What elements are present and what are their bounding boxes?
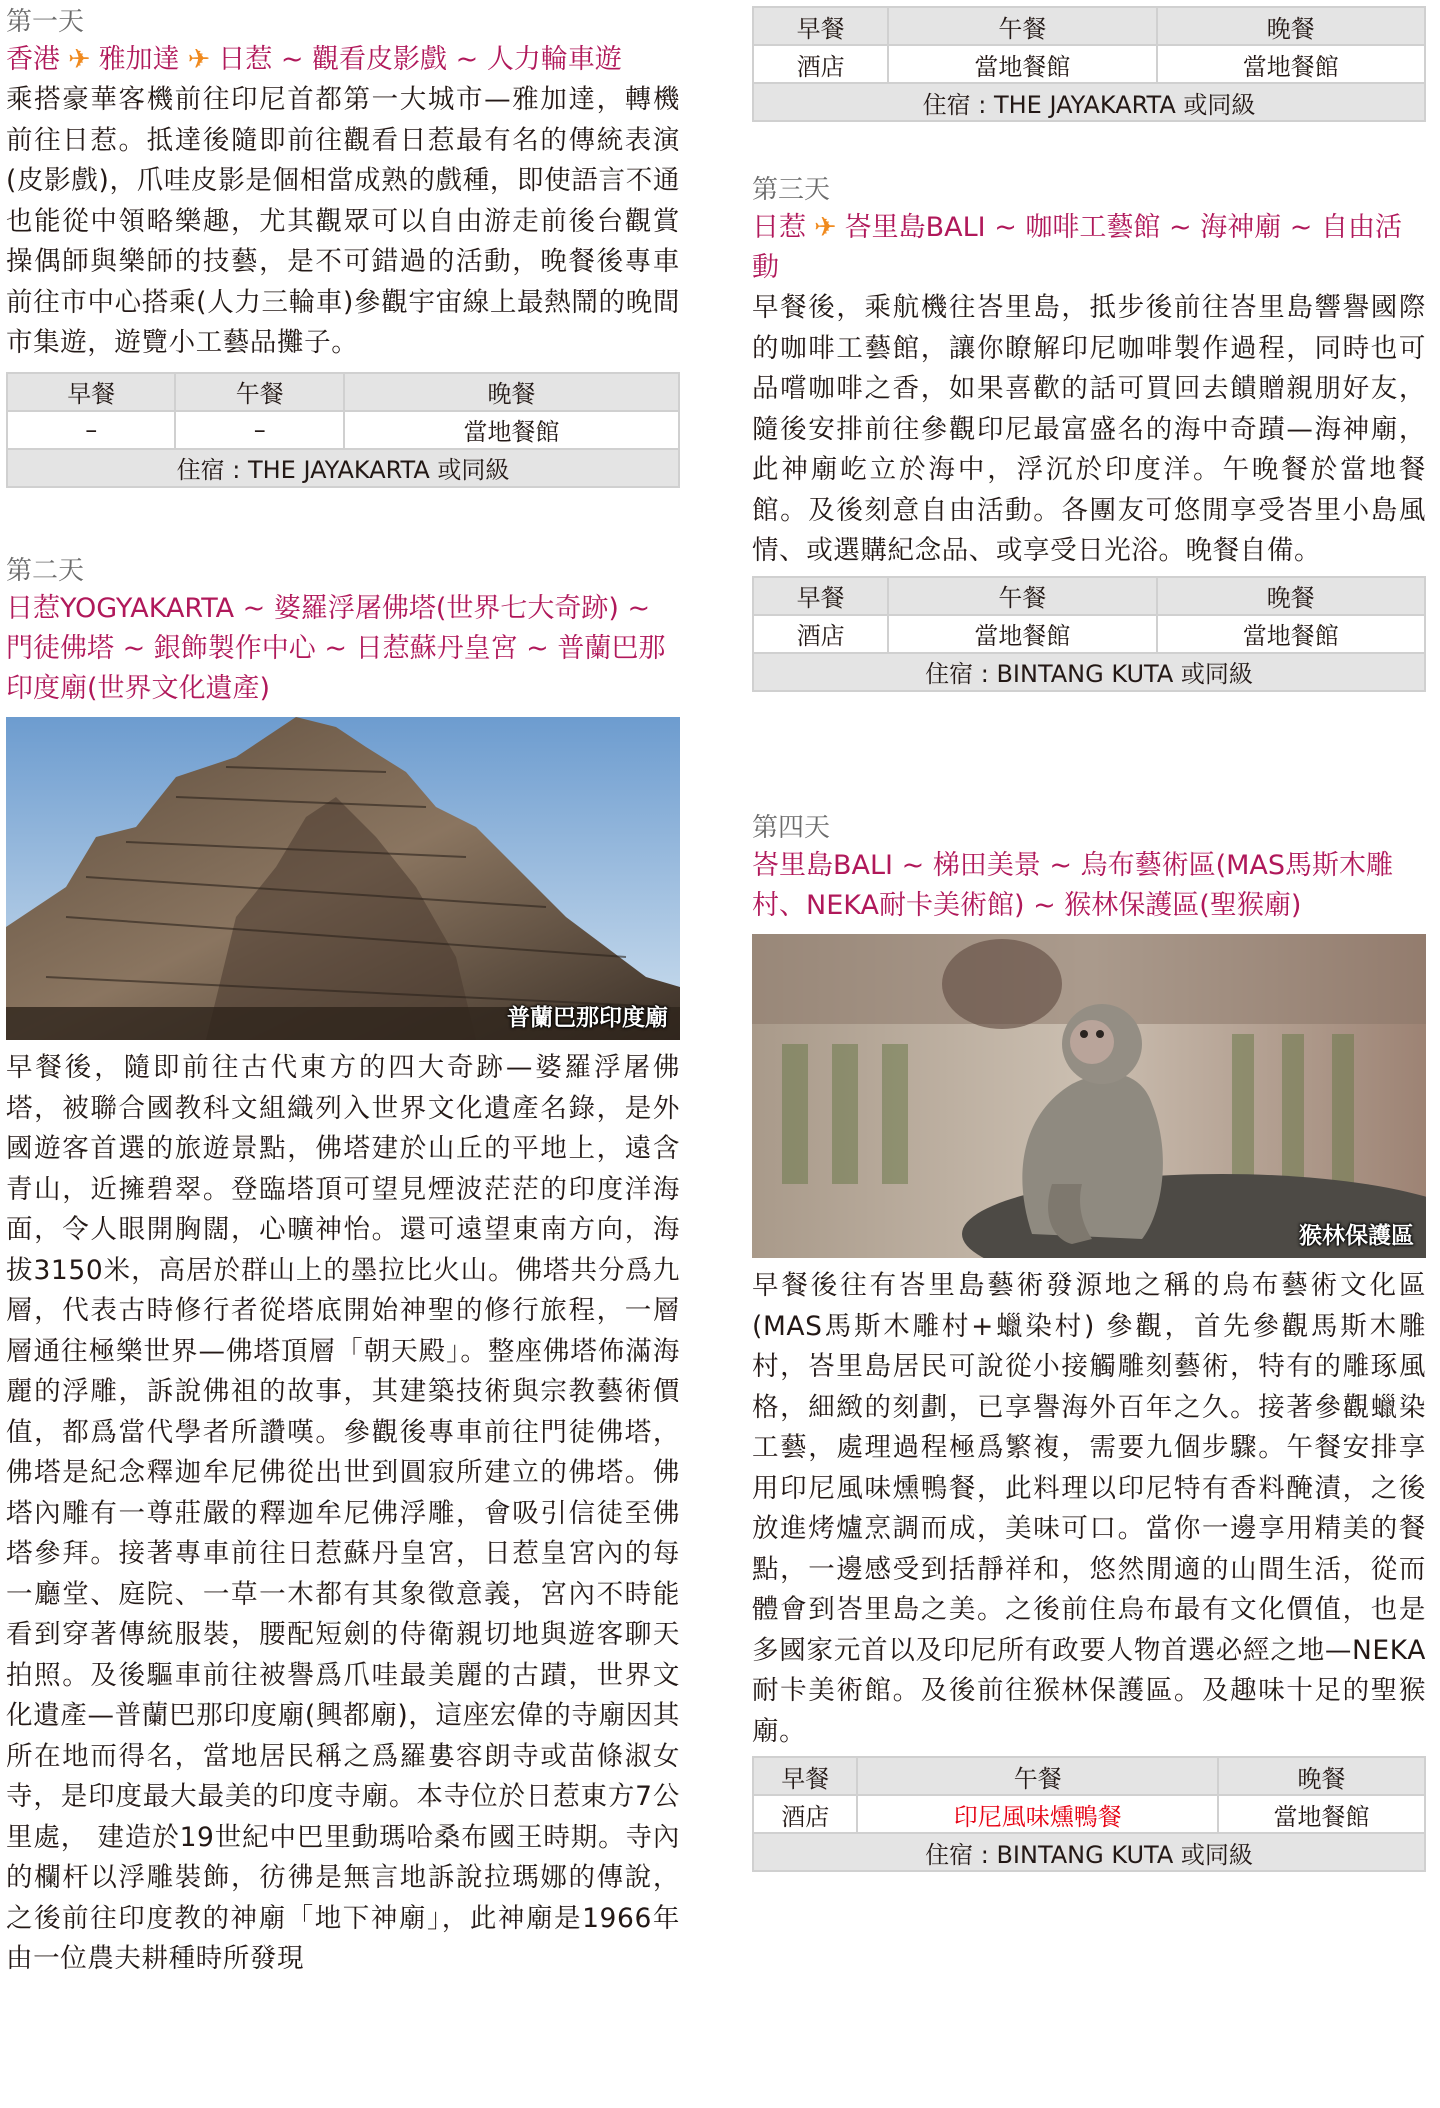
accommodation: 住宿 : BINTANG KUTA 或同級 xyxy=(754,1834,1424,1870)
photo-caption: 猴林保護區 xyxy=(1299,1223,1414,1249)
day3-route-end: 峇里島BALI ~ 咖啡工藝館 ~ 海神廟 ~ 自由活動 xyxy=(752,212,1402,283)
dinner-value: 當地餐館 xyxy=(1158,46,1424,82)
plane-icon: ✈ xyxy=(187,44,211,75)
breakfast-header: 早餐 xyxy=(754,578,887,614)
day4-title: 峇里島BALI ~ 梯田美景 ~ 烏布藝術區(MAS馬斯木雕村、NEKA耐卡美術館) ~ 猴林保護區(聖猴廟) xyxy=(752,850,1394,921)
day3-label: 第三天 xyxy=(752,175,831,205)
dinner-header: 晚餐 xyxy=(1219,1758,1424,1794)
lunch-header: 午餐 xyxy=(176,374,342,410)
lunch-header: 午餐 xyxy=(858,1758,1217,1794)
lunch-header: 午餐 xyxy=(889,578,1155,614)
dinner-header: 晚餐 xyxy=(1158,8,1424,44)
dinner-value: 當地餐館 xyxy=(1219,1796,1424,1832)
day2-title: 日惹YOGYAKARTA ~ 婆羅浮屠佛塔(世界七大奇跡) ~ 門徒佛塔 ~ 銀飾製作中心 ~ 日惹蘇丹皇宮 ~ 普蘭巴那印度廟(世界文化遺產) xyxy=(6,593,666,704)
day1-label: 第一天 xyxy=(6,7,85,37)
day2-description: 早餐後，隨即前往古代東方的四大奇跡—婆羅浮屠佛塔，被聯合國教科文組織列入世界文化遺產名錄，是外國遊客首選的旅遊景點，佛塔建於山丘的平地上，遠含青山，近擁碧翠。登臨塔頂可望見煙波茫茫的印度洋海面，令人眼開胸闊，心曠神怡。還可遠望東南方向，海拔3150米，高居於群山上的墨拉比火山。佛塔共分爲九層，代表古時修行者從塔底開始神聖的修行旅程，一層層通往極樂世界—佛塔頂層「朝天殿」。整座佛塔佈滿海麗的浮雕，訴說佛祖的故事，其建築技術與宗教藝術價值，都爲當代學者所讚嘆。參觀後專車前往門徒佛塔，佛塔是紀念釋迦牟尼佛從出世到圓寂所建立的佛塔。佛塔內雕有一尊莊嚴的釋迦牟尼佛浮雕，會吸引信徒至佛塔參拜。接著專車前往日惹蘇丹皇宮，日惹皇宮內的每一廳堂、庭院、一草一木都有其象徵意義，宮內不時能看到穿著傳統服裝，腰配短劍的侍衛親切地與遊客聊天拍照。及後驅車前往被譽爲爪哇最美麗的古蹟，世界文化遺產—普蘭巴那印度廟(興都廟)，這座宏偉的寺廟因其所在地而得名，當地居民稱之爲羅婁容朗寺或苗條淑女寺，是印度最大最美的印度寺廟。本寺位於日惹東方7公里處， 建造於19世紀中巴里動瑪哈桑布國王時期。寺內的欄杆以浮雕裝飾，彷彿是無言地訴說拉瑪娜的傳說，之後前往印度教的神廟「地下神廟」，此神廟是1966年由一位農夫耕種時所發現 xyxy=(6,1052,680,1974)
lunch-header: 午餐 xyxy=(889,8,1155,44)
dinner-value: 當地餐館 xyxy=(1158,616,1424,652)
photo-caption: 普蘭巴那印度廟 xyxy=(507,1005,668,1031)
breakfast-value: – xyxy=(8,412,174,448)
accommodation: 住宿 : THE JAYAKARTA 或同級 xyxy=(8,450,678,486)
day1-meal-table xyxy=(6,372,680,488)
lunch-value: 當地餐館 xyxy=(889,616,1155,652)
day3-route-start: 日惹 xyxy=(752,212,806,243)
dinner-value: 當地餐館 xyxy=(345,412,678,448)
day1-section xyxy=(6,4,680,488)
day1-route-end: 日惹 ~ 觀看皮影戲 ~ 人力輪車遊 xyxy=(218,44,622,75)
breakfast-header: 早餐 xyxy=(8,374,174,410)
day2-meal-table xyxy=(752,6,1426,122)
day2-section xyxy=(6,553,680,1980)
day3-meal-table xyxy=(752,576,1426,692)
day4-description: 早餐後往有峇里島藝術發源地之稱的烏布藝術文化區(MAS馬斯木雕村+蠟染村) 參觀，首先參觀馬斯木雕村，峇里島居民可說從小接觸雕刻藝術，特有的雕琢風格，細緻的刻劃，已享譽海外百年之久。接著參觀蠟染工藝，處理過程極爲繁複，需要九個步驟。午餐安排享用印尼風味燻鴨餐，此料理以印尼特有香料醃漬，之後放進烤爐烹調而成，美味可口。當你一邊享用精美的餐點，一邊感受到括靜祥和，悠然閒適的山間生活，從而體會到峇里島之美。之後前住烏布最有文化價值，也是多國家元首以及印尼所有政要人物首選必經之地—NEKA耐卡美術館。及後前往猴林保護區。及趣味十足的聖猴廟。 xyxy=(752,1270,1426,1747)
accommodation: 住宿 : THE JAYAKARTA 或同級 xyxy=(754,84,1424,120)
plane-icon: ✈ xyxy=(814,212,837,243)
day4-meal-table xyxy=(752,1756,1426,1872)
day2-label: 第二天 xyxy=(6,556,85,586)
day3-title xyxy=(752,208,1426,288)
lunch-value: 印尼風味燻鴨餐 xyxy=(858,1796,1217,1832)
monkey-image xyxy=(752,934,1426,1258)
breakfast-value: 酒店 xyxy=(754,616,887,652)
day3-section xyxy=(752,172,1426,692)
day3-description: 早餐後，乘航機往峇里島，抵步後前往峇里島響譽國際的咖啡工藝館，讓你瞭解印尼咖啡製作過程，同時也可品嚐咖啡之香，如果喜歡的話可買回去饋贈親朋好友，隨後安排前往參觀印尼最富盛名的海中奇蹟—海神廟，此神廟屹立於海中，浮沉於印度洋。午晚餐於當地餐館。及後刻意自由活動。各團友可悠閒享受峇里小島風情、或選購紀念品、或享受日光浴。晚餐自備。 xyxy=(752,292,1426,566)
accommodation: 住宿 : BINTANG KUTA 或同級 xyxy=(754,654,1424,690)
day1-description: 乘搭豪華客機前往印尼首都第一大城市—雅加達，轉機前往日惹。抵達後隨即前往觀看日惹最有名的傳統表演(皮影戲)，爪哇皮影是個相當成熟的戲種，即使語言不通也能從中領略樂趣，尤其觀眾可以自由游走前後台觀賞操偶師與樂師的技藝，是不可錯過的活動，晚餐後專車前往市中心搭乘(人力三輪車)參觀宇宙線上最熱鬧的晚間市集遊，遊覽小工藝品攤子。 xyxy=(6,84,680,358)
day1-route-start: 香港 xyxy=(6,44,60,75)
dinner-header: 晚餐 xyxy=(345,374,678,410)
breakfast-value: 酒店 xyxy=(754,46,887,82)
lunch-value: 當地餐館 xyxy=(889,46,1155,82)
day1-title xyxy=(6,40,680,80)
dinner-header: 晚餐 xyxy=(1158,578,1424,614)
prambanan-photo xyxy=(6,717,680,1040)
day4-section xyxy=(752,810,1426,1872)
breakfast-header: 早餐 xyxy=(754,8,887,44)
lunch-value: – xyxy=(176,412,342,448)
day2-meals-section xyxy=(752,6,1426,122)
breakfast-header: 早餐 xyxy=(754,1758,856,1794)
plane-icon: ✈ xyxy=(68,44,91,75)
breakfast-value: 酒店 xyxy=(754,1796,856,1832)
monkey-forest-photo xyxy=(752,934,1426,1258)
temple-image xyxy=(6,717,680,1040)
day1-route-mid: 雅加達 xyxy=(98,44,180,75)
day4-label: 第四天 xyxy=(752,813,831,843)
